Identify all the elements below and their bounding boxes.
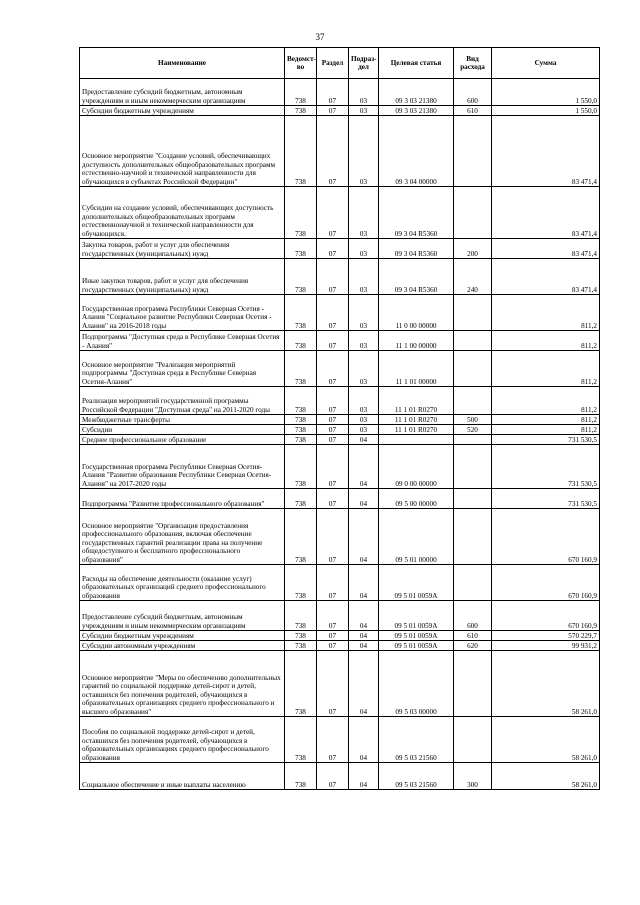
row-expense: 200	[454, 239, 492, 259]
row-subsection: 03	[349, 106, 379, 116]
row-name: Предоставление субсидий бюджетным, автономным учреждениям и иным некоммерческим организациям	[80, 601, 285, 631]
row-name: Среднее профессиональное образование	[80, 435, 285, 445]
table-row	[80, 489, 600, 509]
column-header-section: Раздел	[317, 48, 349, 79]
row-section: 07	[317, 106, 349, 116]
row-dept: 738	[285, 259, 317, 295]
row-expense: 610	[454, 631, 492, 641]
row-dept: 738	[285, 387, 317, 415]
row-sum: 670 160,9	[492, 509, 600, 565]
row-name: Социальное обеспечение и иные выплаты населению	[80, 763, 285, 790]
row-expense: 240	[454, 259, 492, 295]
row-target: 09 3 04 00000	[379, 116, 454, 187]
row-section: 07	[317, 415, 349, 425]
row-section: 07	[317, 489, 349, 509]
row-subsection: 03	[349, 239, 379, 259]
row-dept: 738	[285, 331, 317, 351]
row-dept: 738	[285, 425, 317, 435]
row-target: 11 1 00 00000	[379, 331, 454, 351]
table-row	[80, 79, 600, 106]
row-sum: 731 530,5	[492, 489, 600, 509]
table-row	[80, 435, 600, 445]
row-sum: 811,2	[492, 425, 600, 435]
row-sum: 811,2	[492, 415, 600, 425]
table-row	[80, 445, 600, 489]
row-sum: 811,2	[492, 387, 600, 415]
row-sum: 83 471,4	[492, 259, 600, 295]
row-expense	[454, 351, 492, 387]
row-sum: 58 261,0	[492, 763, 600, 790]
row-sum: 83 471,4	[492, 187, 600, 239]
row-target: 11 1 01 00000	[379, 351, 454, 387]
row-target: 09 3 03 21380	[379, 79, 454, 106]
row-section: 07	[317, 79, 349, 106]
table-row	[80, 187, 600, 239]
row-name: Субсидии автономным учреждениям	[80, 641, 285, 651]
column-header-dept: Ведомст-во	[285, 48, 317, 79]
row-section: 07	[317, 763, 349, 790]
row-dept: 738	[285, 351, 317, 387]
row-target: 09 5 03 21560	[379, 763, 454, 790]
row-expense	[454, 116, 492, 187]
row-target: 11 1 01 R0270	[379, 387, 454, 415]
table-header-row	[80, 48, 600, 79]
row-dept: 738	[285, 239, 317, 259]
row-name: Реализация мероприятий государственной программы Российской Федерации "Доступная среда" на 2011-2020 годы	[80, 387, 285, 415]
row-target: 11 0 00 00000	[379, 295, 454, 331]
table-row	[80, 717, 600, 763]
table-row	[80, 331, 600, 351]
row-expense: 520	[454, 425, 492, 435]
table-row	[80, 259, 600, 295]
row-sum: 811,2	[492, 331, 600, 351]
row-section: 07	[317, 565, 349, 601]
row-subsection: 03	[349, 187, 379, 239]
column-header-expense: Вид расхода	[454, 48, 492, 79]
row-expense	[454, 489, 492, 509]
row-target: 09 5 00 00000	[379, 489, 454, 509]
row-subsection: 04	[349, 489, 379, 509]
row-dept: 738	[285, 435, 317, 445]
row-sum: 1 550,0	[492, 106, 600, 116]
row-subsection: 04	[349, 651, 379, 717]
row-expense	[454, 187, 492, 239]
row-subsection: 03	[349, 415, 379, 425]
row-name: Расходы на обеспечение деятельности (оказание услуг) образовательных организаций среднего профессионального образования	[80, 565, 285, 601]
row-subsection: 03	[349, 425, 379, 435]
row-subsection: 04	[349, 717, 379, 763]
row-subsection: 04	[349, 763, 379, 790]
row-subsection: 03	[349, 331, 379, 351]
row-name: Межбюджетные трансферты	[80, 415, 285, 425]
row-section: 07	[317, 445, 349, 489]
row-target: 09 5 01 00000	[379, 509, 454, 565]
row-subsection: 04	[349, 445, 379, 489]
row-name: Субсидии бюджетным учреждениям	[80, 106, 285, 116]
row-name: Государственная программа Республики Северная Осетия-Алания "Развитие образования Республики Северная Осетия-Алания" на 2017-2020 годы	[80, 445, 285, 489]
column-header-target: Целевая статья	[379, 48, 454, 79]
row-expense	[454, 435, 492, 445]
row-target: 11 1 01 R0270	[379, 415, 454, 425]
row-section: 07	[317, 601, 349, 631]
row-subsection: 03	[349, 259, 379, 295]
row-dept: 738	[285, 717, 317, 763]
row-expense	[454, 565, 492, 601]
row-name: Государственная программа Республики Северная Осетия - Алания "Социальное развитие Республики Северная Осетия - Алания" на 2016-2018 годы	[80, 295, 285, 331]
row-sum: 731 530,5	[492, 435, 600, 445]
column-header-sum: Сумма	[492, 48, 600, 79]
row-dept: 738	[285, 106, 317, 116]
row-sum: 811,2	[492, 351, 600, 387]
row-target: 09 0 00 00000	[379, 445, 454, 489]
table-row	[80, 106, 600, 116]
row-target: 09 3 04 R5360	[379, 259, 454, 295]
row-sum: 731 530,5	[492, 445, 600, 489]
column-header-subsection: Подраз-дел	[349, 48, 379, 79]
row-name: Субсидии бюджетным учреждениям	[80, 631, 285, 641]
row-expense	[454, 651, 492, 717]
row-target: 09 5 03 00000	[379, 651, 454, 717]
row-dept: 738	[285, 415, 317, 425]
row-dept: 738	[285, 509, 317, 565]
row-target: 09 3 04 R5360	[379, 187, 454, 239]
row-dept: 738	[285, 489, 317, 509]
page-number: 37	[315, 32, 325, 42]
row-subsection: 04	[349, 509, 379, 565]
row-section: 07	[317, 351, 349, 387]
row-section: 07	[317, 717, 349, 763]
row-name: Основное мероприятие "Меры по обеспечению дополнительных гарантий по социальной поддержке детей-сирот и детей, оставшихся без попечения родителей, обучающихся в образовательных организациях среднего профессионального и высшего образования"	[80, 651, 285, 717]
column-header-name: Наименование	[80, 48, 285, 79]
row-expense: 300	[454, 763, 492, 790]
table-row	[80, 565, 600, 601]
row-target: 09 5 01 0059А	[379, 641, 454, 651]
row-expense	[454, 717, 492, 763]
row-name: Подпрограмма "Доступная среда в Республике Северная Осетия - Алания"	[80, 331, 285, 351]
row-name: Основное мероприятие "Реализация мероприятий подпрограммы "Доступная среда в Республике Северная Осетия-Алания"	[80, 351, 285, 387]
row-dept: 738	[285, 763, 317, 790]
row-name: Субсидии на создание условий, обеспечивающих доступность дополнительных общеобразовательных программ естественнонаучной и технической направленности для обучающихся.	[80, 187, 285, 239]
row-section: 07	[317, 651, 349, 717]
row-section: 07	[317, 631, 349, 641]
row-expense	[454, 331, 492, 351]
row-section: 07	[317, 239, 349, 259]
row-sum: 670 160,9	[492, 565, 600, 601]
table-row	[80, 651, 600, 717]
row-subsection: 03	[349, 79, 379, 106]
row-target: 11 1 01 R0270	[379, 425, 454, 435]
row-section: 07	[317, 509, 349, 565]
row-name: Иные закупки товаров, работ и услуг для обеспечения государственных (муниципальных) нужд	[80, 259, 285, 295]
row-section: 07	[317, 331, 349, 351]
row-section: 07	[317, 259, 349, 295]
table-row	[80, 601, 600, 631]
row-subsection: 04	[349, 565, 379, 601]
row-dept: 738	[285, 295, 317, 331]
row-subsection: 04	[349, 631, 379, 641]
table-row	[80, 641, 600, 651]
row-dept: 738	[285, 187, 317, 239]
row-target: 09 3 03 21380	[379, 106, 454, 116]
row-expense	[454, 509, 492, 565]
row-subsection: 03	[349, 295, 379, 331]
row-section: 07	[317, 387, 349, 415]
row-dept: 738	[285, 79, 317, 106]
row-target: 09 3 04 R5360	[379, 239, 454, 259]
row-section: 07	[317, 187, 349, 239]
table-row	[80, 387, 600, 415]
row-section: 07	[317, 435, 349, 445]
row-section: 07	[317, 116, 349, 187]
row-name: Подпрограмма "Развитие профессионального образования"	[80, 489, 285, 509]
row-expense: 500	[454, 415, 492, 425]
row-name: Пособия по социальной поддержке детей-сирот и детей, оставшихся без попечения родителей, обучающихся в образовательных организациях среднего профессионального образования	[80, 717, 285, 763]
row-expense	[454, 445, 492, 489]
row-sum: 811,2	[492, 295, 600, 331]
row-dept: 738	[285, 565, 317, 601]
budget-table	[79, 47, 600, 790]
table-row	[80, 295, 600, 331]
row-subsection: 04	[349, 601, 379, 631]
row-sum: 99 931,2	[492, 641, 600, 651]
row-expense	[454, 295, 492, 331]
row-expense: 600	[454, 79, 492, 106]
row-section: 07	[317, 295, 349, 331]
row-expense: 610	[454, 106, 492, 116]
table-row	[80, 239, 600, 259]
row-sum: 58 261,0	[492, 651, 600, 717]
row-sum: 83 471,4	[492, 239, 600, 259]
table-row	[80, 631, 600, 641]
row-subsection: 03	[349, 351, 379, 387]
table-row	[80, 509, 600, 565]
row-expense: 600	[454, 601, 492, 631]
row-sum: 83 471,4	[492, 116, 600, 187]
row-target: 09 5 01 0059А	[379, 631, 454, 641]
row-subsection: 04	[349, 641, 379, 651]
row-target: 09 5 03 21560	[379, 717, 454, 763]
row-target: 09 5 01 0059А	[379, 565, 454, 601]
table-row	[80, 415, 600, 425]
row-subsection: 04	[349, 435, 379, 445]
row-name: Предоставление субсидий бюджетным, автономным учреждениям и иным некоммерческим организациям	[80, 79, 285, 106]
row-name: Основное мероприятие "Организация предоставления профессионального образования, включая обеспечение государственных гарантий реализации права на получение общедоступного и бесплатного профессионального образования"	[80, 509, 285, 565]
table-row	[80, 116, 600, 187]
row-sum: 570 229,7	[492, 631, 600, 641]
row-dept: 738	[285, 641, 317, 651]
row-sum: 1 550,0	[492, 79, 600, 106]
row-dept: 738	[285, 116, 317, 187]
row-dept: 738	[285, 445, 317, 489]
table-row	[80, 763, 600, 790]
row-subsection: 03	[349, 116, 379, 187]
row-dept: 738	[285, 601, 317, 631]
row-expense: 620	[454, 641, 492, 651]
row-dept: 738	[285, 651, 317, 717]
row-section: 07	[317, 641, 349, 651]
row-expense	[454, 387, 492, 415]
row-target: 09 5 01 0059А	[379, 601, 454, 631]
row-dept: 738	[285, 631, 317, 641]
row-name: Закупка товаров, работ и услуг для обеспечения государственных (муниципальных) нужд	[80, 239, 285, 259]
row-sum: 670 160,9	[492, 601, 600, 631]
table-row	[80, 351, 600, 387]
row-section: 07	[317, 425, 349, 435]
row-sum: 58 261,0	[492, 717, 600, 763]
row-target	[379, 435, 454, 445]
row-subsection: 03	[349, 387, 379, 415]
row-name: Субсидии	[80, 425, 285, 435]
table-row	[80, 425, 600, 435]
row-name: Основное мероприятие "Создание условий, обеспечивающих доступность дополнительных общеобразовательных программ естественно-научной и технической направленности для обучающихся в субъектах Российской Федерации"	[80, 116, 285, 187]
